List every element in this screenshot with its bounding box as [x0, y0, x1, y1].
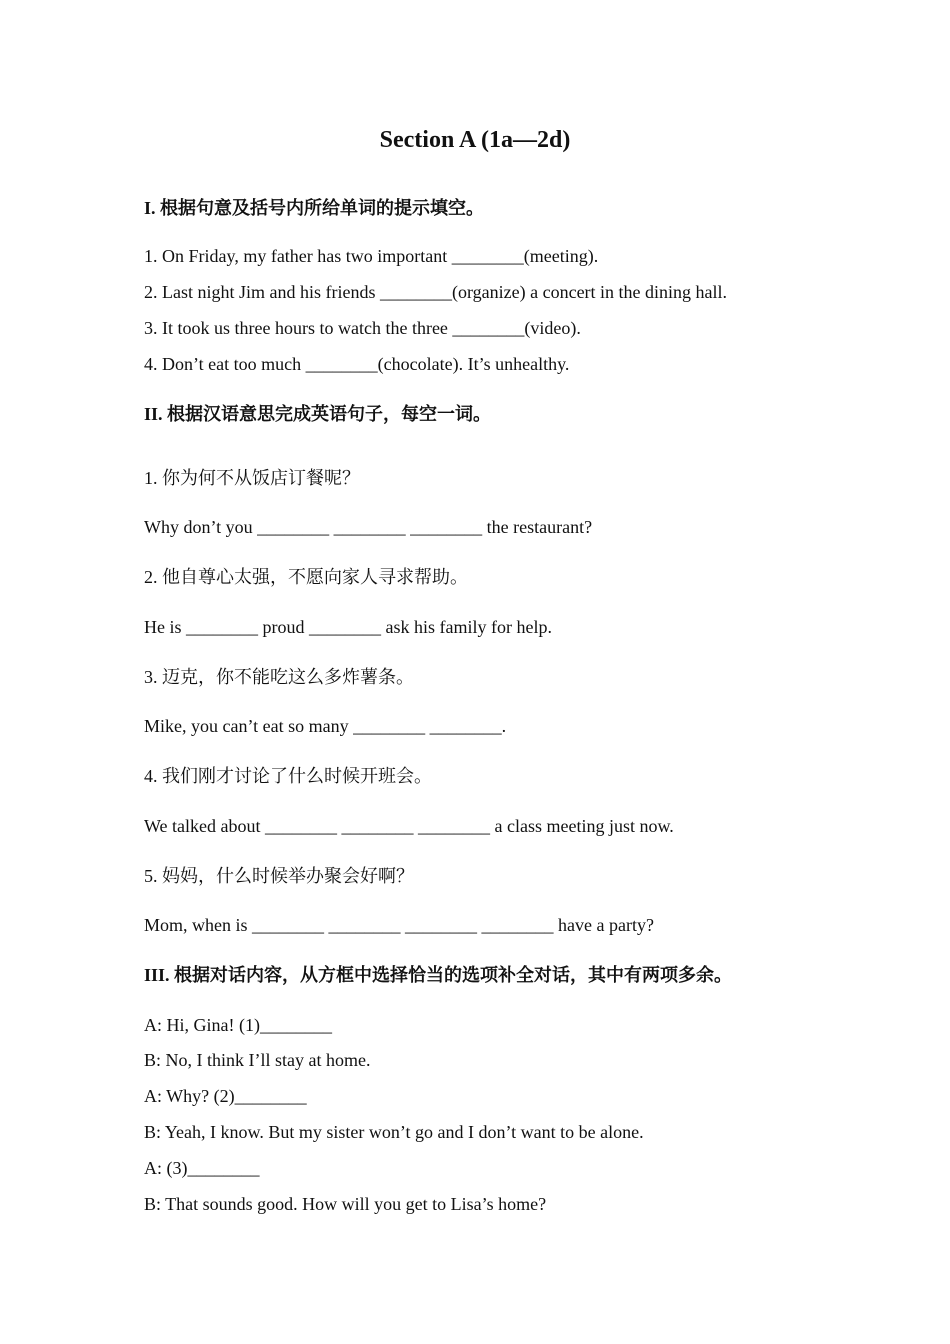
section-2-item-1-chinese: 1. 你为何不从饭店订餐呢？ [144, 468, 360, 488]
section-1-item-2: 2. Last night Jim and his friends ________(organize) a concert in the dining hall. [144, 282, 728, 302]
section-3-heading: III. 根据对话内容，从方框中选择恰当的选项补全对话，其中有两项多余。 [144, 965, 733, 985]
dialogue-line-4: B: Yeah, I know. But my sister won’t go and I don’t want to be alone. [144, 1122, 644, 1142]
section-2-item-4-english: We talked about ________ ________ ________ a class meeting just now. [144, 816, 674, 836]
section-2-item-1-english: Why don’t you ________ ________ ________ the restaurant? [144, 517, 593, 537]
section-2-item-4-chinese: 4. 我们刚才讨论了什么时候开班会。 [144, 766, 432, 786]
dialogue-line-3: A: Why? (2)________ [144, 1086, 307, 1106]
section-2-item-2-english: He is ________ proud ________ ask his family for help. [144, 617, 552, 637]
section-2-item-3-english: Mike, you can’t eat so many ________ ________. [144, 716, 507, 736]
section-2-heading: II. 根据汉语意思完成英语句子，每空一词。 [144, 404, 492, 424]
section-1-item-4: 4. Don’t eat too much ________(chocolate). It’s unhealthy. [144, 354, 570, 374]
dialogue-line-2: B: No, I think I’ll stay at home. [144, 1050, 371, 1070]
section-2-item-3-chinese: 3. 迈克，你不能吃这么多炸薯条。 [144, 667, 414, 687]
section-1-heading: I. 根据句意及括号内所给单词的提示填空。 [144, 198, 485, 218]
dialogue-line-1: A: Hi, Gina! (1)________ [144, 1015, 332, 1035]
dialogue-line-6: B: That sounds good. How will you get to Lisa’s home? [144, 1194, 547, 1214]
section-1-item-3: 3. It took us three hours to watch the three ________(video). [144, 318, 581, 338]
page-title: Section A (1a—2d) [379, 127, 571, 153]
section-2-item-2-chinese: 2. 他自尊心太强，不愿向家人寻求帮助。 [144, 567, 468, 587]
section-1-item-1: 1. On Friday, my father has two important ________(meeting). [144, 246, 599, 266]
section-2-item-5-english: Mom, when is ________ ________ ________ ________ have a party? [144, 915, 654, 935]
dialogue-line-5: A: (3)________ [144, 1158, 260, 1178]
section-2-item-5-chinese: 5. 妈妈，什么时候举办聚会好啊？ [144, 866, 414, 886]
